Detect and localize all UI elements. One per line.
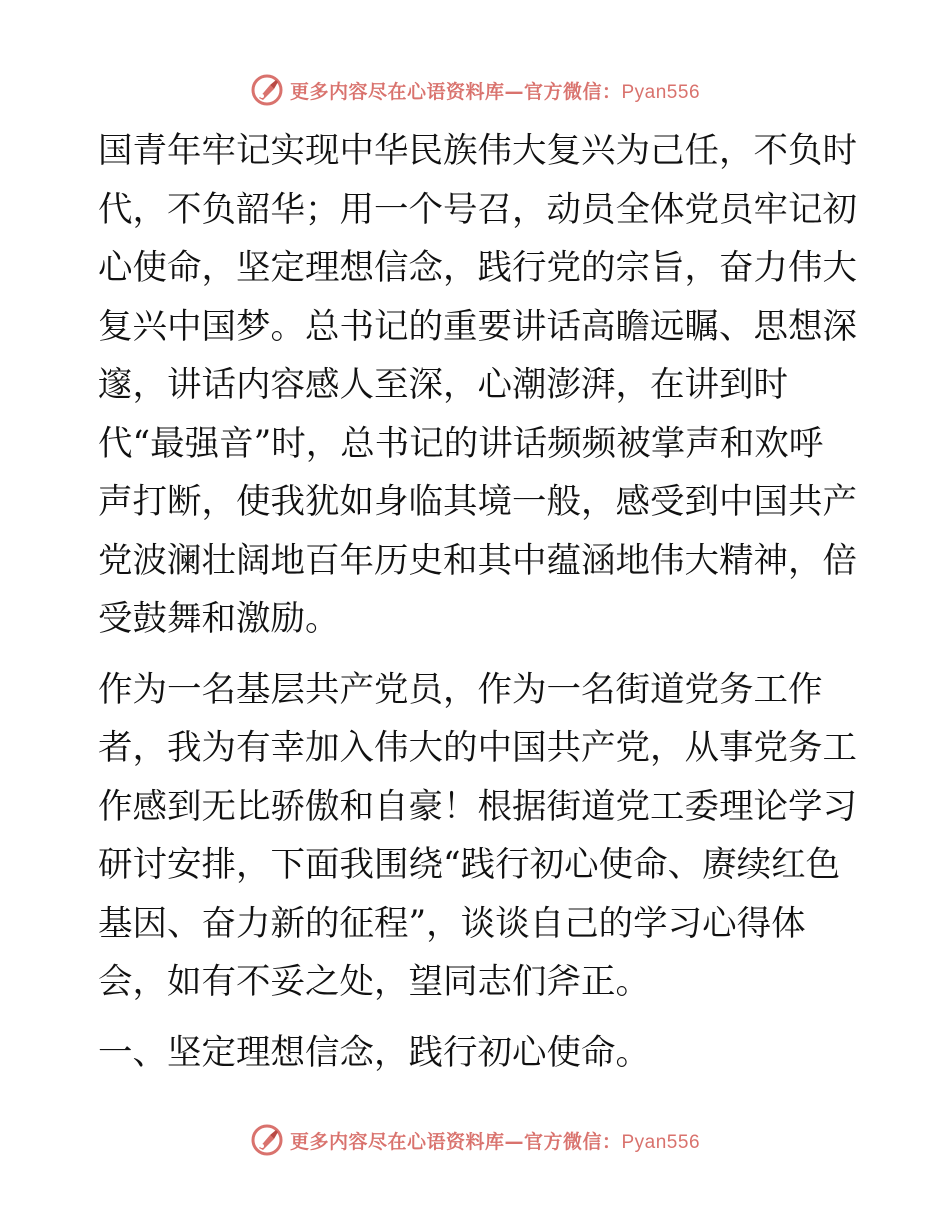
paragraph xyxy=(98,122,858,649)
footer-watermark xyxy=(0,1120,950,1160)
document-body xyxy=(98,122,858,1082)
pen-nib-logo-icon xyxy=(250,1123,284,1157)
text-line: 基因、奋力新的征程”，谈谈自己的学习心得体 xyxy=(98,903,806,944)
section-heading xyxy=(98,1024,858,1083)
text-line: 代，不负韶华；用一个号召，动员全体党员牢记初 xyxy=(98,189,857,230)
text-line: 作为一名基层共产党员，作为一名街道党务工作 xyxy=(98,669,823,710)
text-line: 作感到无比骄傲和自豪！根据街道党工委理论学习 xyxy=(98,786,857,827)
text-line: 代“最强音”时，总书记的讲话频频被掌声和欢呼 xyxy=(98,423,824,464)
text-line: 受鼓舞和激励。 xyxy=(98,599,340,639)
text-line: 复兴中国梦。总书记的重要讲话高瞻远瞩、思想深 xyxy=(98,306,857,347)
text-line: 者，我为有幸加入伟大的中国共产党，从事党务工 xyxy=(98,728,857,768)
text-line: 研讨安排，下面我围绕“践行初心使命、赓续红色 xyxy=(98,845,841,885)
text-line: 声打断，使我犹如身临其境一般，感受到中国共产 xyxy=(98,482,857,522)
pen-nib-logo-icon xyxy=(250,73,284,107)
text-line: 邃，讲话内容感人至深，心潮澎湃，在讲到时 xyxy=(98,365,788,405)
text-line: 党波澜壮阔地百年历史和其中蕴涵地伟大精神，倍 xyxy=(98,540,857,581)
text-line: 心使命，坚定理想信念，践行党的宗旨，奋力伟大 xyxy=(98,248,857,288)
header-watermark xyxy=(0,70,950,110)
paragraph xyxy=(98,661,858,1012)
text-line: 国青年牢记实现中华民族伟大复兴为己任，不负时 xyxy=(98,131,857,171)
text-line: 一、坚定理想信念，践行初心使命。 xyxy=(98,1032,650,1073)
text-line: 会，如有不妥之处，望同志们斧正。 xyxy=(98,962,650,1002)
watermark-text: 更多内容尽在心语资料库—官方微信：Pyan556 xyxy=(289,1130,701,1153)
watermark-text: 更多内容尽在心语资料库—官方微信：Pyan556 xyxy=(289,80,701,103)
